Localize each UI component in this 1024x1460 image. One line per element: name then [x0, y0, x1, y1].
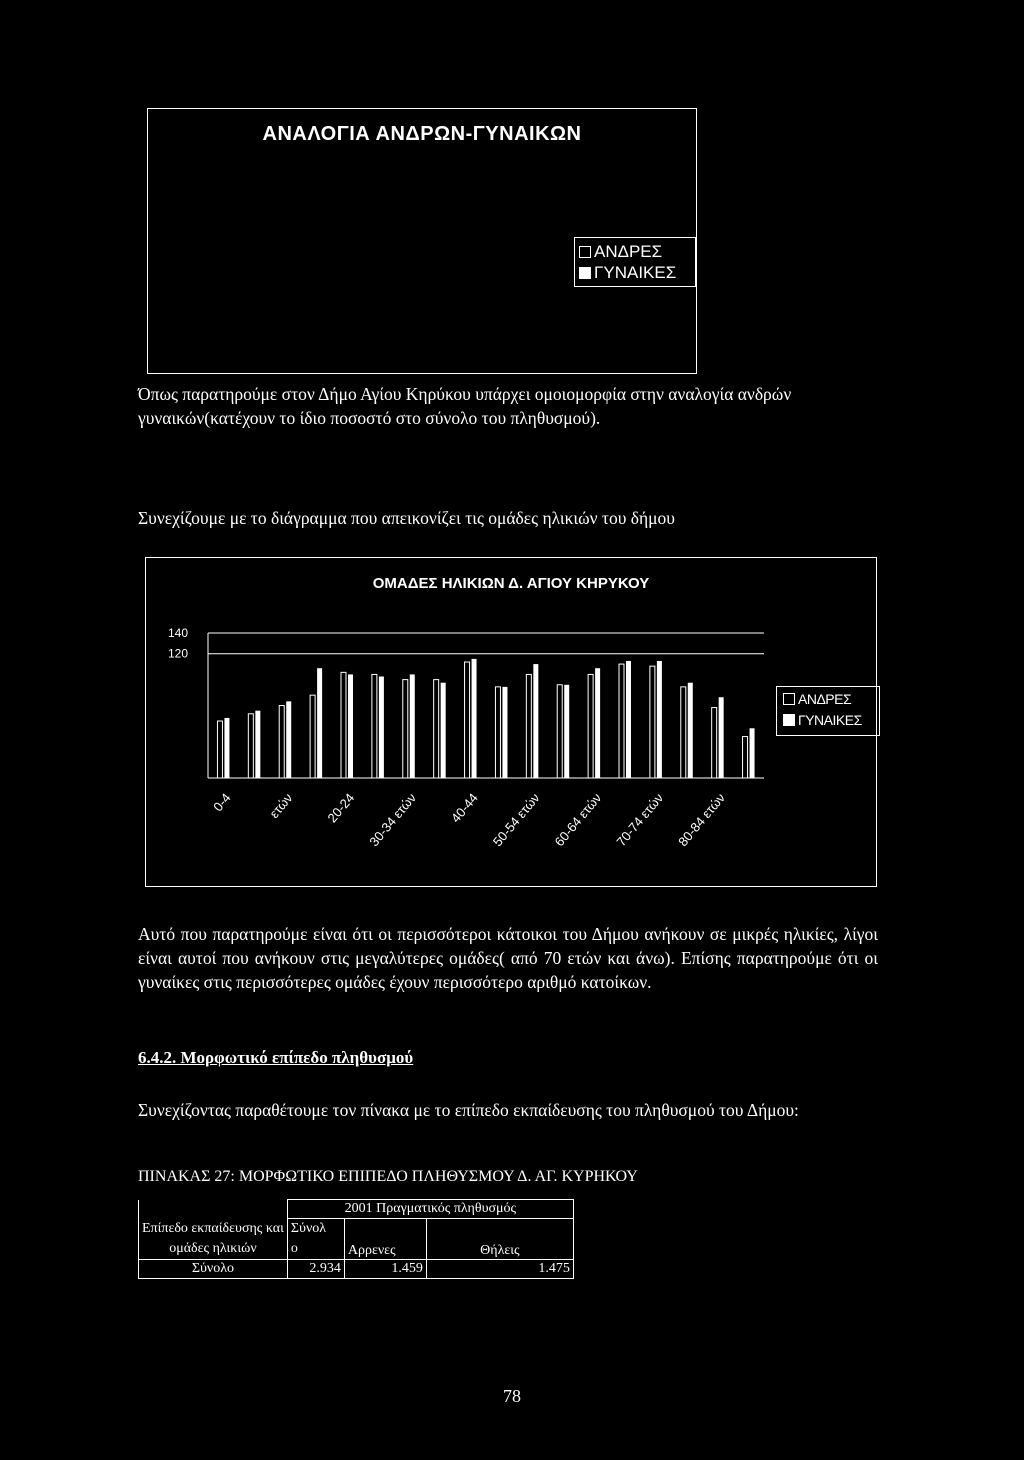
table-header-row: [139, 1200, 574, 1219]
x-tick-label: 40-44: [447, 790, 481, 826]
x-tick-label: 0-4: [210, 790, 234, 815]
legend-swatch-men: [579, 246, 591, 258]
legend-label-women: ΓΥΝΑΙΚΕΣ: [798, 712, 862, 728]
paragraph-age-observation: Αυτό που παρατηρούμε είναι ότι οι περισσότεροι κάτοικοι του Δήμου ανήκουν σε μικρές ηλικίες, λίγοι είναι αυτοί που ανήκουν στις μεγαλύτερες ομάδες( από 70 ετών και άνω). Επίσης παρατηρούμε ότι οι γυναίκες στις περισσότερες ομάδες έχουν περισσότερο αριθμό κατοίκων.: [138, 924, 878, 992]
bar-men: [650, 666, 655, 778]
bar-men: [619, 664, 624, 778]
chart-legend: [574, 237, 696, 287]
x-tick-label: 70-74 ετών: [613, 790, 667, 850]
bar-men: [310, 695, 315, 778]
col-header-total: [287, 1219, 344, 1260]
bar-men: [526, 674, 531, 778]
chart-title: ΑΝΑΛΟΓΙΑ ΑΝΔΡΩΝ-ΓΥΝΑΙΚΩΝ: [262, 123, 582, 145]
legend-swatch-women: [783, 714, 795, 726]
bar-men: [434, 680, 439, 778]
bar-women: [750, 728, 755, 778]
bar-women: [533, 664, 538, 778]
gender-ratio-chart: [147, 108, 697, 374]
legend-label-men: ΑΝΔΡΕΣ: [594, 242, 663, 261]
bar-women: [626, 661, 631, 778]
table-subheader-row: [139, 1219, 574, 1260]
bar-women: [472, 659, 477, 778]
bar-women: [410, 674, 415, 778]
bar-men: [279, 706, 284, 779]
page-number: 78: [503, 1386, 521, 1406]
group-header: 2001 Πραγματικός πληθυσμός: [287, 1200, 573, 1219]
row-header-line1: Επίπεδο εκπαίδευσης και: [142, 1220, 284, 1236]
bar-women: [224, 718, 229, 778]
table-corner-cell: [139, 1200, 288, 1219]
bar-men: [681, 687, 686, 778]
x-tick-label: 30-34 ετών: [366, 790, 420, 850]
x-tick-label: 20-24: [324, 790, 358, 826]
bar-men: [712, 708, 717, 778]
legend-item-women: [579, 263, 676, 283]
x-tick-label: 60-64 ετών: [551, 790, 605, 850]
bar-men: [217, 721, 222, 778]
y-tick-label: 120: [168, 646, 189, 661]
bar-men: [248, 714, 253, 778]
row-header: [139, 1219, 288, 1260]
bar-women: [564, 685, 569, 778]
row-label: Σύνολο: [139, 1260, 288, 1279]
education-table: [138, 1199, 574, 1279]
row-header-line2: ομάδες ηλικιών: [169, 1240, 257, 1256]
age-chart-legend: [776, 686, 880, 736]
legend-item-men: [579, 242, 662, 262]
table-row: [139, 1260, 574, 1279]
age-groups-chart: [145, 557, 877, 887]
age-groups-plot: [146, 558, 876, 886]
x-tick-label: 50-54 ετών: [489, 790, 543, 850]
bar-men: [372, 674, 377, 778]
y-tick-label: 140: [168, 626, 189, 640]
cell-total: 2.934: [287, 1260, 344, 1279]
bar-men: [341, 672, 346, 778]
bar-women: [502, 687, 507, 778]
legend-label-women: ΓΥΝΑΙΚΕΣ: [594, 263, 677, 282]
bar-women: [719, 697, 724, 778]
bar-women: [595, 668, 600, 778]
col-header-total-line1: Σύνολ: [290, 1221, 327, 1236]
col-header-male: Αρρενες: [344, 1219, 426, 1260]
paragraph-gender-ratio: Όπως παρατηρούμε στον Δήμο Αγίου Κηρύκου υπάρχει ομοιομορφία στην αναλογία ανδρών γυναικών(κατέχουν το ίδιο ποσοστό στο σύνολο του πληθυσμού).: [138, 384, 792, 428]
bar-women: [657, 661, 662, 778]
col-header-total-line2: ο: [290, 1241, 298, 1256]
chart-title: ΟΜΑΔΕΣ ΗΛΙΚΙΩΝ Δ. ΑΓΙΟΥ ΚΗΡΥΚΟΥ: [372, 575, 650, 592]
bar-women: [688, 683, 693, 778]
col-header-female: Θήλεις: [426, 1219, 573, 1260]
bar-women: [255, 711, 260, 778]
bar-men: [743, 737, 748, 778]
bar-women: [348, 674, 353, 778]
legend-item-women: [783, 712, 862, 728]
cell-female: 1.475: [426, 1260, 573, 1279]
bar-women: [441, 683, 446, 778]
paragraph-intro-age-chart: Συνεχίζουμε με το διάγραμμα που απεικονίζει τις ομάδες ηλικιών του δήμου: [138, 508, 675, 528]
section-heading: 6.4.2. Μορφωτικό επίπεδο πληθυσμού: [138, 1048, 414, 1067]
x-tick-label: ετών: [266, 790, 296, 821]
legend-item-men: [783, 691, 851, 707]
bar-women: [286, 701, 291, 778]
legend-swatch-women: [579, 267, 591, 279]
table-title: ΠΙΝΑΚΑΣ 27: ΜΟΡΦΩΤΙΚΟ ΕΠΙΠΕΔΟ ΠΛΗΘΥΣΜΟΥ Δ. ΑΓ. ΚΥΡΗΚΟΥ: [138, 1168, 638, 1185]
bar-men: [403, 680, 408, 778]
bar-men: [465, 662, 470, 778]
x-tick-label: 80-84 ετών: [675, 790, 728, 850]
paragraph-education-intro: Συνεχίζοντας παραθέτουμε τον πίνακα με το επίπεδο εκπαίδευσης του πληθυσμού του Δήμου:: [138, 1100, 799, 1120]
bar-men: [588, 674, 593, 778]
bar-women: [317, 668, 322, 778]
bar-women: [379, 677, 384, 779]
cell-male: 1.459: [344, 1260, 426, 1279]
bar-men: [557, 685, 562, 778]
bar-men: [495, 687, 500, 778]
legend-label-men: ΑΝΔΡΕΣ: [798, 691, 852, 707]
legend-swatch-men: [783, 693, 795, 705]
